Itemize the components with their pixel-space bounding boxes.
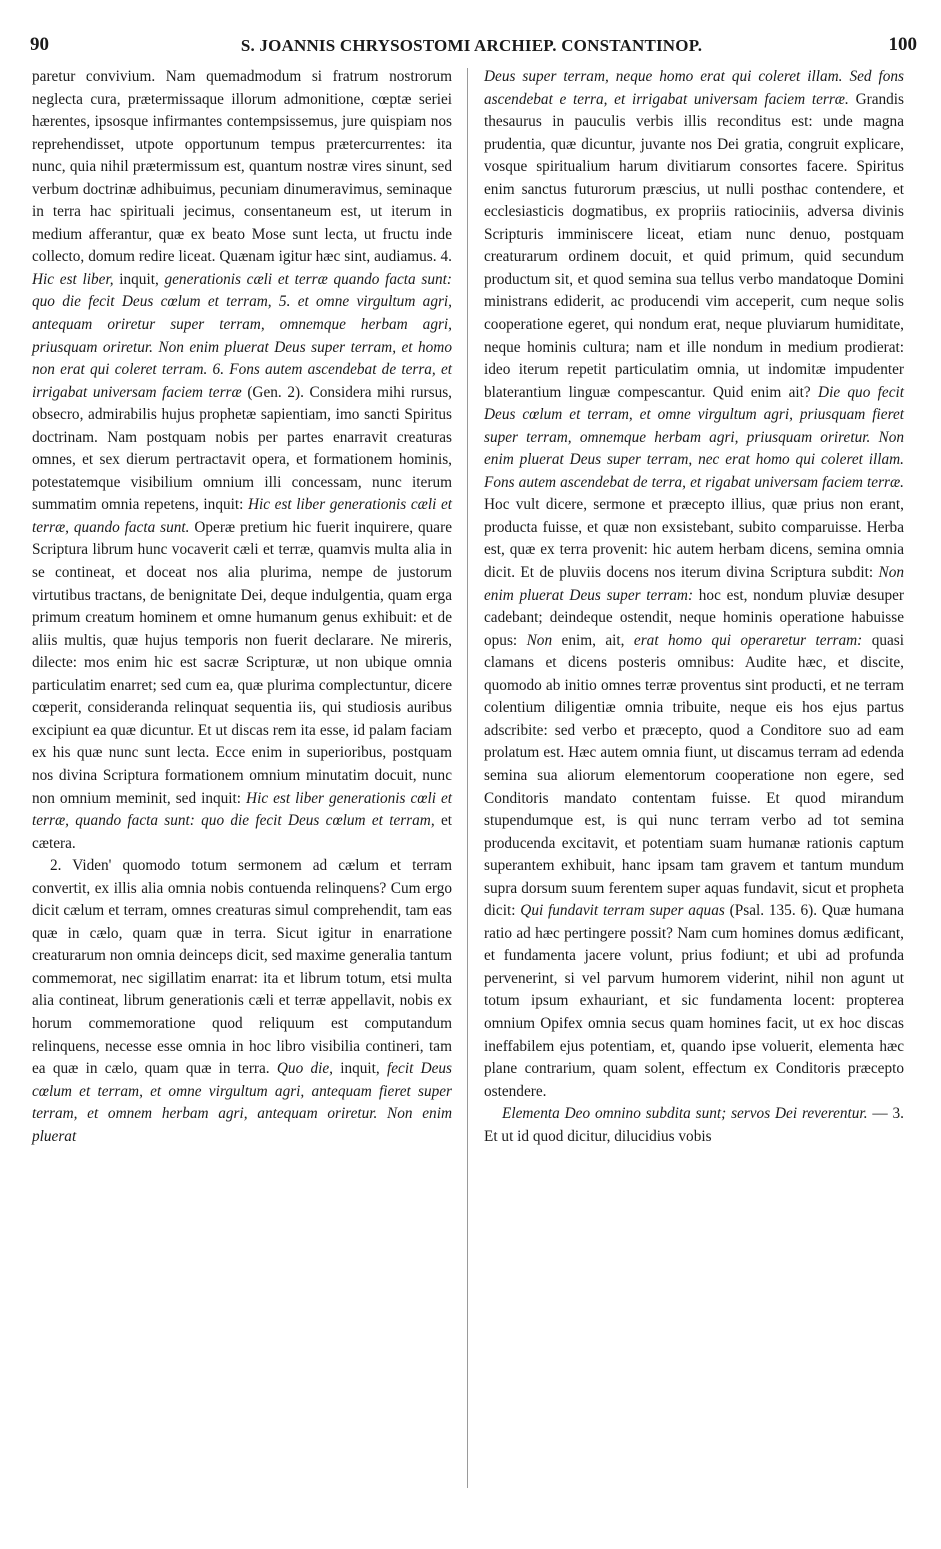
paragraph <box>32 855 452 1148</box>
page-number-right: 100 <box>888 34 917 55</box>
text-run: Grandis thesaurus in pauculis verbis illis reconditus est: unde magna prudentia, quæ dicuntur, juvante nos Dei gratia, congruit explicare, vosque spiritualium harum divitiarum consortes facere. Spiritus enim sanctus futurorum præscius, ut nulli posthac contendere, et ecclesiasticis dogmatibus, ex propriis ratiociniis, adversa divinis Scripturis imminiscere liceat, etiam nunc denuo, postquam creaturarum ordinem docuit, et quid primum, quid secundum productum sit, et quod semina sua tellus verbo mandatoque Domini ministrans ediderit, ac producendi vim acceperit, cum neque solis cooperatione egeret, qui nondum erat, neque pluviarum humiditate, neque hominis cultura; nam et ille nondum in medium prodierat: ideo iterum repetit particulatim omnia, ut indomitæ impudenter blaterantium linguæ compescantur. Quid enim ait? <box>484 90 904 401</box>
text-run: et cætera. <box>32 812 452 852</box>
italic-quotation: generationis cæli et terræ quando facta sunt: quo die fecit Deus cœlum et terram, 5. et omne virgultum agri, antequam oriretur super terram, omnemque herbam agri, priusquam oriretur. Non enim pluerat Deus super terram, et homo non erat qui coleret terram. 6. Fons autem ascendebat de terra, et irrigabat universam faciem terræ <box>32 270 452 401</box>
text-run: 2. Viden' quomodo totum sermonem ad cælum et terram convertit, ex illis alia omnia nobis contuenda relinquens? Cum ergo dicit cælum et terram, omnes creaturas simul comprehendit, tam eas quæ in cælo, quam quæ in terra. Sicut igitur in enarratione creaturarum non omnia deinceps dicit, sed maxime generalia tantum commemorat, nec sigillatim enarrat: ita et librum totum, etsi multa alia contineat, librum generationis cæli et terræ appellavit, nobis ex horum commemoratione quod reliquum est computandum relinquens, necesse esse omnia in hoc libro visibilia contineri, tam ea quæ in cælo, quam quæ in terra. <box>32 857 452 1078</box>
italic-quotation: fecit Deus cœlum et terram, et omne virgultum agri, antequam fieret super terram, et omnem herbam agri, antequam oriretur. Non enim pluerat <box>32 1060 453 1145</box>
paragraph <box>32 66 452 855</box>
text-run: inquit, <box>113 270 165 288</box>
italic-quotation: Non <box>526 631 553 649</box>
running-header <box>24 34 919 66</box>
italic-quotation: Hic est liber generationis cœli et terræ, quando facta sunt: quo die fecit Deus cœlum et terram, <box>32 789 452 830</box>
italic-quotation: Hic est liber, <box>32 270 114 288</box>
left-column <box>32 66 452 1148</box>
italic-quotation: Non enim pluerat Deus super terram: <box>484 564 904 604</box>
italic-quotation: Hic est liber generationis cæli et terræ, quando facta sunt. <box>32 496 452 536</box>
italic-quotation: Deus super terram, neque homo erat qui coleret illam. Sed fons ascendebat e terra, et irrigabat universam faciem terræ. <box>484 68 904 108</box>
text-run: — 3. Et ut id quod dicitur, dilucidius vobis <box>484 1105 904 1145</box>
italic-quotation: Qui fundavit terram super aquas <box>520 902 725 920</box>
italic-quotation: Die quo fecit Deus cœlum et terram, et omne virgultum agri, priusquam fieret super terram, omnemque herbam agri, priusquam oriretur. Non enim pluerat Deus super terram, nec erat homo qui coleret illam. Fons autem ascendebat de terra, et rigabat universam faciem terræ. <box>484 383 904 491</box>
text-run: (Gen. 2). Considera mihi rursus, obsecro, admirabilis hujus prophetæ sapientiam, imo sancti Spiritus doctrinam. Nam postquam nobis per partes enarravit creaturas omnes, et sex dierum pertractavit opera, et formationem hominis, potestatemque visibilium omnium illi concessam, nunc iterum summatim omnia repetens, inquit: <box>32 383 452 514</box>
paragraph <box>484 66 904 1103</box>
text-run: (Psal. 135. 6). Quæ humana ratio ad hæc pertingere possit? Nam cum homines domus ædificant, et fundamenta jacere volunt, prius fodiunt; et ubi ad profunda pervenerint, si vel parvum humorem viderint, nihil non agunt ut totum ipsum exhauriant, et sic fundamenta locent: propterea omnium Opifex omnia secus quam homines facit, ut ex hoc discas ineffabilem ejus potentiam, et, quando ipse voluerit, elementa hæc plane contrarium, quam solent, effectum ex Conditoris præcepto ostendere. <box>484 902 904 1100</box>
italic-quotation: erat homo qui operaretur terram: <box>633 631 863 649</box>
paragraph <box>484 1103 904 1148</box>
text-run: paretur convivium. Nam quemadmodum si fratrum nostrorum neglecta cura, prætermissaque illorum admonitione, cœptæ seriei hærentes, ipsosque infirmantes contempsissemus, jure quispiam nos reprehendisset, utpote opportunum tempus prætercurrentes: ita nunc, quia nihil prætermissum est, quantum nostræ vires sinunt, sed verbum doctrinæ adhibuimus, pecuniam dinumeravimus, seminaque in terra hac spirituali jecimus, consentaneum est, ut iterum in medium afferantur, quæ ex beato Mose sunt lecta, ut fructu inde collecto, domum redire liceat. Quænam igitur hæc sint, audiamus. 4. <box>32 68 452 266</box>
column-divider <box>467 68 468 1488</box>
text-run: hoc est, nondum pluviæ desuper cadebant; deindeque ostendit, neque hominis operatione habuisse opus: <box>484 586 904 649</box>
italic-quotation: Quo die, <box>276 1060 333 1078</box>
running-title: S. JOANNIS CHRYSOSTOMI ARCHIEP. CONSTANTINOP. <box>240 36 703 55</box>
right-column <box>484 66 904 1148</box>
italic-quotation: Elementa Deo omnino subdita sunt; servos Dei reverentur. <box>502 1105 868 1123</box>
text-run: inquit, <box>332 1060 387 1078</box>
text-run: Hoc vult dicere, sermone et præcepto illius, quæ prius non erant, producta fuisse, et quæ non exsistebant, subito comparuisse. Herba est, quæ ex terra provenit: hic autem herbam dicens, semina omnia dicit. Et de pluviis docens nos iterum divina Scriptura subdit: <box>484 496 904 582</box>
text-run: Operæ pretium hic fuerit inquirere, quare Scriptura librum hunc vocaverit cæli et terræ, quamvis multa alia in se contineat, et doceat nos alia plurima, nempe de justorum virtutibus tractans, de benignitate Dei, deque indulgentia, quam erga primum creatum hominem et omne humanum genus exhibuit: et de aliis multis, quæ hujus temporis non fuerit declarare. Ne mireris, dilecte: mos enim hic est sacræ Scripturæ, ut non ubique omnia particulatim enarret; sed cum ea, quæ plurima complectuntur, dicere cœperit, consideranda relinquat sequentia iis, qui studiosis auribus excipiunt ea quæ dicuntur. Et ut discas rem ita esse, id palam faciam ex his quæ nunc sunt lecta. Ecce enim in superioribus, postquam nos divina Scriptura formationem omnium minutatim docuit, nunc non omnium meminit, sed inquit: <box>32 518 452 807</box>
text-run: quasi clamans et dicens posteris omnibus: Audite hæc, et discite, quomodo ab initio omnes terræ proventus sint producti, et ne terram colentium diligentiæ omnia tribuite, neque eis hos ejus partus adscribite: sed verbo et præcepto, quod a Conditore suo ad eam prolatum est. Hæc autem omnia fiunt, ut discamus terram ad edenda semina sua aliorum elementorum cooperatione non egere, sed Conditoris mandato contentam fuisse. Et quod mirandum stupendumque est, is qui nunc terram verbo ad tot semina producenda excitavit, et potentiam suam humanæ rationis captum superantem exhibuit, hanc ipsam tam gravem et tantum mundum supra dorsum suum ferentem super aquas fundavit, sicut et propheta dicit: <box>484 631 905 920</box>
page-number-left: 90 <box>30 34 49 55</box>
text-run: enim, ait, <box>552 631 634 649</box>
